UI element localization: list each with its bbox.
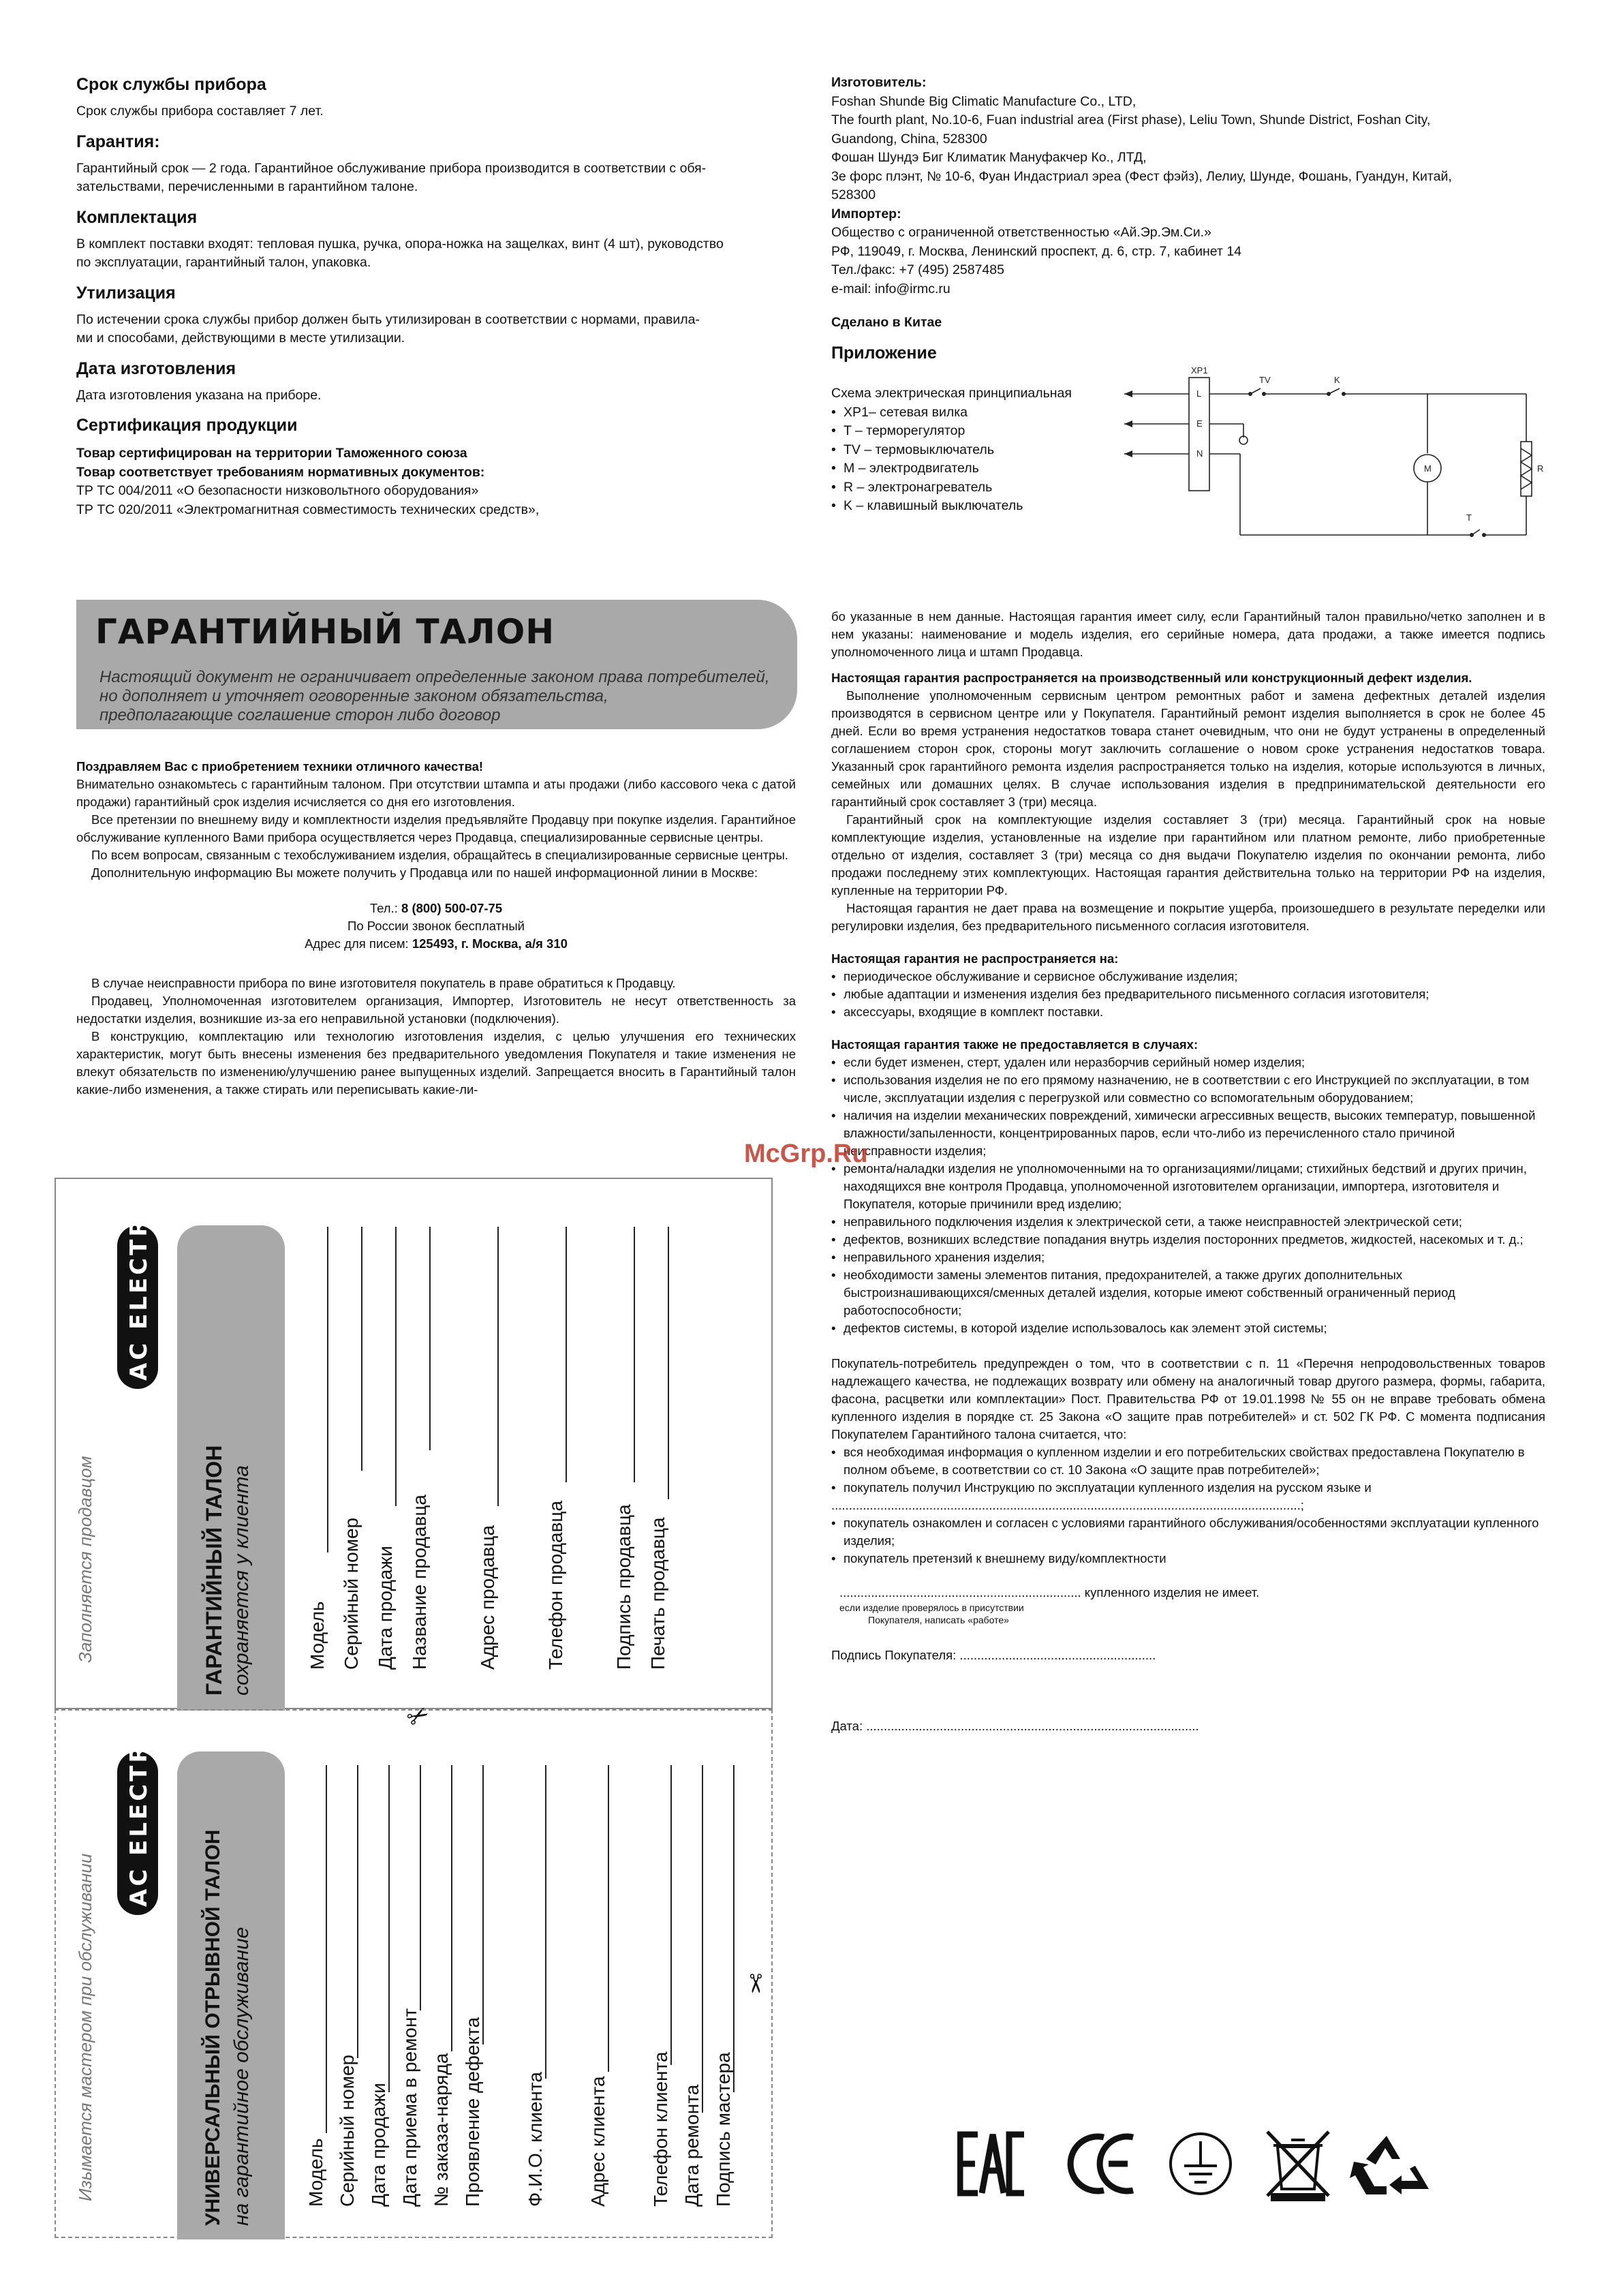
buyer-statement: • покупатель получил Инструкцию по эксплуатации купленного изделия на русском языке и: [831, 1479, 1545, 1497]
field-line[interactable]: [451, 1765, 452, 2051]
banner-title: ГАРАНТИЙНЫЙ ТАЛОН: [95, 612, 555, 652]
label-l: L: [1196, 388, 1202, 399]
banner-subtitle: Настоящий документ не ограничивает определенные законом права потребителей,: [99, 668, 770, 686]
cert-line-1: Товар сертифицирован на территории Таможенного союза: [76, 446, 467, 461]
certification-marks: [957, 2126, 1475, 2201]
ac-electric-logo: AC ELECTRIC: [117, 1225, 158, 1389]
buyer-statement: • вся необходимая информация о купленном изделии и его потребительских свойствах предоставлена Покупателю в полном объеме, в соответствии со ст. 10 Закона «О защите прав потребителей»;: [831, 1443, 1545, 1479]
weee-bin-mark-icon: [1267, 2132, 1329, 2200]
coupon-side-label: Изымается мастером при обслуживании: [75, 1853, 95, 2201]
coupon-subtitle: на гарантийное обслуживание: [230, 1927, 253, 2226]
date-field[interactable]: Дата: ...............................................................................................: [831, 1719, 1199, 1733]
warranty-paragraph: Настоящая гарантия не дает права на возмещение и покрытие ущерба, произошедшего в результате переделки или регулировки изделия, без предварительного письменного согласия изготовителя.: [831, 901, 1545, 933]
ac-electric-logo: AC ELECTRIC: [117, 1751, 158, 1915]
field-line[interactable]: [482, 1765, 484, 2045]
field-line[interactable]: [608, 1765, 609, 2072]
field-line[interactable]: [327, 1227, 328, 1552]
label-k: K: [1334, 375, 1340, 385]
field-line[interactable]: [388, 1765, 390, 2092]
field-serial: Серийный номер: [337, 2054, 358, 2207]
label-n: N: [1196, 448, 1203, 459]
exclusion-item: • периодическое обслуживание и сервисное обслуживание изделия;: [831, 968, 1545, 985]
field-seller-phone: Телефон продавца: [545, 1500, 566, 1670]
warranty-paragraph: Дополнительную информацию Вы можете получить у Продавца или по нашей информационной линии в Москве:: [91, 866, 758, 880]
importer-line: Общество с ограниченной ответственностью «Ай.Эр.Эм.Си.»: [831, 225, 1211, 240]
coupon-title: УНИВЕРСАЛЬНЫЙ ОТРЫВНОЙ ТАЛОН: [202, 1829, 224, 2226]
scissors-icon: ✂: [740, 1972, 769, 1995]
banner-subtitle: но дополняет и уточняет оговоренные законом обязательства,: [99, 687, 608, 705]
package-text-2: по эксплуатации, гарантийный талон, упаковка.: [76, 255, 371, 270]
coupon-title-tab: [177, 1751, 285, 2239]
field-model: Модель: [305, 2138, 326, 2207]
warranty-paragraph: Продавец, Уполномоченная изготовителем организация, Импортер, Изготовитель не несут ответственность за недостатки изделия, возникшие из-за его неправильной установки (подключения).: [76, 994, 796, 1026]
disposal-text-2: ми и способами, действующими в месте утилизации.: [76, 331, 405, 346]
eac-mark-icon: [960, 2134, 1024, 2193]
exclusions-heading: Настоящая гарантия не распространяется на:: [831, 951, 1119, 966]
exclusions-heading-2: Настоящая гарантия также не предоставляется в случаях:: [831, 1037, 1199, 1052]
heading-disposal: Утилизация: [76, 283, 176, 303]
legend-item: • R – электронагреватель: [831, 478, 1117, 498]
watermark: McGrp.Ru: [744, 1139, 868, 1168]
heading-appendix: Приложение: [831, 343, 937, 363]
field-line[interactable]: [634, 1227, 635, 1482]
buyer-signature-field[interactable]: Подпись Покупателя: ........................................................: [831, 1648, 1156, 1662]
dotted-line: ......................................................................................................................................;: [831, 1498, 1304, 1512]
legend-item: • T – терморегулятор: [831, 422, 1117, 441]
exclusion-case: • дефектов, возникших вследствие попадания внутрь изделия посторонних предметов, жидкостей, насекомых и т. д.;: [831, 1231, 1545, 1249]
coupon-title-tab: [177, 1225, 285, 1711]
warranty-paragraph: По всем вопросам, связанным с техобслуживанием изделия, обращайтесь в специализированные сервисные центры.: [91, 848, 788, 862]
coupon-title: ГАРАНТИЙНЫЙ ТАЛОН: [202, 1445, 226, 1696]
warranty-text: Гарантийный срок — 2 года. Гарантийное обслуживание прибора производится в соответствии с обя-: [76, 160, 707, 176]
warranty-paragraph: В конструкцию, комплектацию или технологию изготовления изделия, с целью улучшения его технических характеристик, могут быть внесены изменения без предварительного уведомления Покупателя и такие изменения не влекут обязательств по изменению/улучшению ранее выпущенных изделий. Запрещается вносить в Гарантийный талон какие-либо изменения, а также стирать или переписывать какие-ли-: [76, 1029, 796, 1097]
legend-item: • K – клавишный выключатель: [831, 497, 1117, 516]
ce-mark-icon: [1070, 2137, 1133, 2191]
warranty-paragraph: Выполнение уполномоченным сервисным центром ремонтных работ и замена дефектных деталей изделия производятся в сервисном центре или у Покупателя. Гарантийный ремонт изделия выполняется в срок не более 45 дней. Если во время устранения недостатков товара станет очевидным, что они не будут устранены в определенный соглашением сторон срок, стороны могут заключить соглашение о новом сроке устранения недостатков товара. Указанный срок гарантийного ремонта изделия распространяется только на изделия, которые используются в личных, семейных или домашних целях. В случае использования изделия в предпринимательской деятельности его гарантийный срок составляет 3 (три) месяца.: [831, 688, 1545, 809]
field-client-name: Ф.И.О. клиента: [525, 2072, 546, 2207]
bought-line: ..................................................................... купленного изделия не имеет.: [839, 1585, 1260, 1599]
buyer-statement: • покупатель претензий к внешнему виду/комплектности: [831, 1550, 1545, 1567]
greeting: Поздравляем Вас с приобретением техники отличного качества!: [76, 759, 484, 774]
field-line[interactable]: [420, 1765, 421, 2010]
label-m: M: [1424, 463, 1432, 474]
cert-line-4: ТР ТС 020/2011 «Электромагнитная совместимость технических средств»,: [76, 502, 540, 517]
field-model: Модель: [307, 1601, 328, 1670]
coupon-side-label: Заполняется продавцом: [75, 1456, 95, 1663]
field-line[interactable]: [429, 1227, 431, 1450]
made-in-china: Сделано в Китае: [831, 315, 942, 330]
field-seller-signature: Подпись продавца: [613, 1504, 634, 1670]
note-line: если изделие проверялось в присутствии: [839, 1602, 1024, 1613]
warranty-paragraph: Все претензии по внешнему виду и комплектности изделия предъявляйте Продавцу при покупке изделия. Гарантийное обслуживание купленного Вами прибора осуществляется через Продавца, специализированные сервисные центры.: [76, 812, 796, 844]
field-client-phone: Телефон клиента: [650, 2051, 671, 2207]
field-serial: Серийный номер: [341, 1517, 362, 1670]
field-seller-name: Название продавца: [409, 1495, 430, 1670]
exclusion-case: • неправильного хранения изделия;: [831, 1249, 1545, 1266]
importer-line: РФ, 119049, г. Москва, Ленинский проспект, д. 6, стр. 7, кабинет 14: [831, 243, 1242, 259]
warranty-heading: Настоящая гарантия распространяется на производственный или конструкционный дефект изделия.: [831, 671, 1472, 685]
heading-manufacture-date: Дата изготовления: [76, 358, 236, 378]
exclusion-case: • неправильного подключения изделия к электрической сети, а также неисправностей электрической сети;: [831, 1213, 1545, 1231]
scheme-caption: Схема электрическая принципиальная: [831, 386, 1072, 401]
warranty-paragraph: бо указанные в нем данные. Настоящая гарантия имеет силу, если Гарантийный талон правильно/четко заполнен и в нем указаны: наименование и модель изделия, его серийные номера, дата продажи, а также имеется подпись уполномоченного лица и штамп Продавца.: [831, 609, 1545, 659]
warranty-paragraph: Покупатель-потребитель предупрежден о том, что в соответствии с п. 11 «Перечня непродовольственных товаров надлежащего качества, не подлежащих возврату или обмену на аналогичный товар другого размера, формы, габарита, фасона, расцветки или комплектации» Пост. Правительства РФ от 19.01.1998 № 55 он не вправе требовать обмена купленного изделия в порядке ст. 25 Закона «О защите прав потребителей» и ст. 502 ГК РФ. С момента подписания Покупателем Гарантийного талона считается, что:: [831, 1356, 1545, 1441]
recycle-mark-icon: [1350, 2136, 1429, 2194]
field-line[interactable]: [357, 1765, 358, 2058]
manufacturer-line: The fourth plant, No.10-6, Fuan industrial area (First phase), Leliu Town, Shunde District, Foshan City,: [831, 112, 1431, 127]
legend-item: • M – электродвигатель: [831, 459, 1117, 478]
hotline-phone: 8 (800) 500-07-75: [401, 901, 503, 915]
field-line[interactable]: [545, 1765, 546, 2079]
field-client-address: Адрес клиента: [587, 2076, 608, 2207]
exclusion-item: • любые адаптации и изменения изделия без предварительного письменного согласия изготовителя;: [831, 985, 1545, 1003]
field-line[interactable]: [395, 1227, 397, 1506]
exclusion-case: • необходимости замены элементов питания, предохранителей, а также других дополнительных быстроизнашивающихся/сменных деталей изделия, которые имеют собственный ограниченный период работоспособности;: [831, 1266, 1545, 1319]
legend-item: • XP1– сетевая вилка: [831, 403, 1117, 423]
field-defect: Проявление дефекта: [462, 2017, 483, 2207]
service-life-text: Срок службы прибора составляет 7 лет.: [76, 104, 324, 119]
exclusion-case: • дефектов системы, в которой изделие использовалось как элемент этой системы;: [831, 1319, 1545, 1337]
field-line[interactable]: [566, 1227, 567, 1482]
field-seller-address: Адрес продавца: [477, 1525, 498, 1670]
warranty-paragraph: Внимательно ознакомьтесь с гарантийным талоном. При отсутствии штампа и аты продажи (либо кассового чека с датой продажи) гарантийный срок изделия исчисляется со дня его изготовления.: [76, 777, 796, 809]
field-line[interactable]: [670, 1765, 672, 2065]
importer-line: Тел./факс: +7 (495) 2587485: [831, 262, 1004, 277]
disposal-text: По истечении срока службы прибор должен быть утилизирован в соответствии с нормами, правила-: [76, 311, 700, 327]
field-sale-date: Дата продажи: [368, 2083, 389, 2207]
field-repair-date: Дата ремонта: [681, 2084, 702, 2207]
label-e: E: [1196, 418, 1203, 429]
tear-off-coupon: [55, 1709, 773, 2238]
label-r: R: [1537, 463, 1544, 474]
field-line[interactable]: [361, 1227, 362, 1471]
manufacturer-line: Guandong, China, 528300: [831, 131, 987, 147]
manufacturer-heading: Изготовитель:: [831, 75, 927, 90]
legend-item: • TV – термовыключатель: [831, 441, 1117, 460]
importer-email: e-mail: info@irmc.ru: [831, 281, 950, 296]
exclusion-case: • использования изделия не по его прямому назначению, не в соответствии с его Инструкцией по эксплуатации, в том числе, эксплуатации изделия с перегрузкой или совместно со вспомогательным оборудованием;: [831, 1071, 1545, 1107]
manufacture-date-text: Дата изготовления указана на приборе.: [76, 387, 322, 403]
warranty-text-2: зательствами, перечисленными в гарантийном талоне.: [76, 179, 418, 194]
label-t: T: [1466, 512, 1472, 523]
label-xp1: XP1: [1191, 365, 1208, 376]
ground-mark-icon: [1171, 2134, 1231, 2194]
heading-service-life: Срок службы прибора: [76, 75, 266, 94]
field-order-number: № заказа-наряда: [431, 2053, 452, 2207]
manufacturer-line: Foshan Shunde Big Climatic Manufacture Co., LTD,: [831, 93, 1137, 109]
address-label: Адрес для писем:: [305, 936, 412, 951]
package-text: В комплект поставки входят: тепловая пушка, ручка, опора-ножка на защелках, винт (4 шт), руководство: [76, 236, 724, 251]
warranty-banner: [76, 600, 797, 729]
field-seller-stamp: Печать продавца: [647, 1517, 668, 1670]
heading-warranty: Гарантия:: [76, 132, 160, 151]
free-call-note: По России звонок бесплатный: [347, 919, 525, 933]
warranty-coupon: [55, 1178, 773, 1709]
circuit-diagram: [1117, 361, 1560, 545]
manufacturer-line: 528300: [831, 187, 876, 202]
phone-label: Тел.:: [369, 901, 402, 915]
field-line[interactable]: [668, 1227, 669, 1499]
banner-subtitle: предполагающие соглашение сторон либо договор: [99, 706, 501, 724]
scissors-icon: ✂: [401, 1698, 435, 1735]
buyer-statement: • покупатель ознакомлен и согласен с условиями гарантийного обслуживания/особенностями эксплуатации купленного изделия;: [831, 1514, 1545, 1550]
exclusion-case: • ремонта/наладки изделия не уполномоченными на то организациями/лицами; стихийных бедствий и других причин, находящихся вне контроля Продавца, уполномоченной изготовителем организации, импортера, изготовителя и Покупателя, которые причинили вред изделию;: [831, 1160, 1545, 1213]
coupon-subtitle: сохраняется у клиента: [230, 1465, 253, 1696]
field-repair-intake-date: Дата приема в ремонт: [399, 2008, 420, 2207]
manufacturer-line: Фошан Шундэ Биг Климатик Мануфакчер Ко., ЛТД,: [831, 150, 1147, 165]
field-line[interactable]: [326, 1765, 327, 2133]
field-line[interactable]: [497, 1227, 499, 1506]
warranty-paragraph: Гарантийный срок на комплектующие изделия составляет 3 (три) месяца. Гарантийный срок на новые комплектующие изделия, установленные на изделие при гарантийном или платном ремонте, либо приобретенные отдельно от изделия, составляет 3 (три) месяца со дня выдачи Покупателю изделия по окончании ремонта, либо продажи последнему этих комплектующих. Настоящая гарантия действительна только на территории РФ на изделия, купленные на территории РФ.: [831, 812, 1545, 898]
warranty-paragraph: В случае неисправности прибора по вине изготовителя покупатель в праве обратиться к Продавцу.: [91, 976, 676, 990]
heading-package: Комплектация: [76, 207, 198, 227]
note-line: Покупателя, написать «работе»: [868, 1614, 1009, 1625]
exclusion-item: • аксессуары, входящие в комплект поставки.: [831, 1003, 1545, 1021]
field-sale-date: Дата продажи: [375, 1546, 396, 1670]
cert-line-3: ТР ТС 004/2011 «О безопасности низковольтного оборудования»: [76, 483, 479, 498]
exclusion-case: • если будет изменен, стерт, удален или неразборчив серийный номер изделия;: [831, 1054, 1545, 1071]
field-line[interactable]: [702, 1765, 703, 2113]
heading-certification: Сертификация продукции: [76, 416, 298, 435]
mail-address: 125493, г. Москва, а/я 310: [412, 936, 568, 951]
label-tv: TV: [1259, 375, 1271, 385]
importer-heading: Импортер:: [831, 206, 901, 221]
field-master-signature: Подпись мастера: [713, 2052, 734, 2207]
field-line[interactable]: [733, 1765, 735, 2092]
cert-line-2: Товар соответствует требованиям нормативных документов:: [76, 464, 485, 480]
manufacturer-line: 3е форс плэнт, № 10-6, Фуан Индастриал эреа (Фест фэйз), Лелиу, Шунде, Фошань, Гуандун, Китай,: [831, 168, 1452, 184]
exclusion-case: • наличия на изделии механических повреждений, химически агрессивных веществ, высоких температур, повышенной влажности/запыленности, концентрированных паров, если что-либо из перечисленного стало причиной неисправности изделия;: [831, 1107, 1545, 1160]
